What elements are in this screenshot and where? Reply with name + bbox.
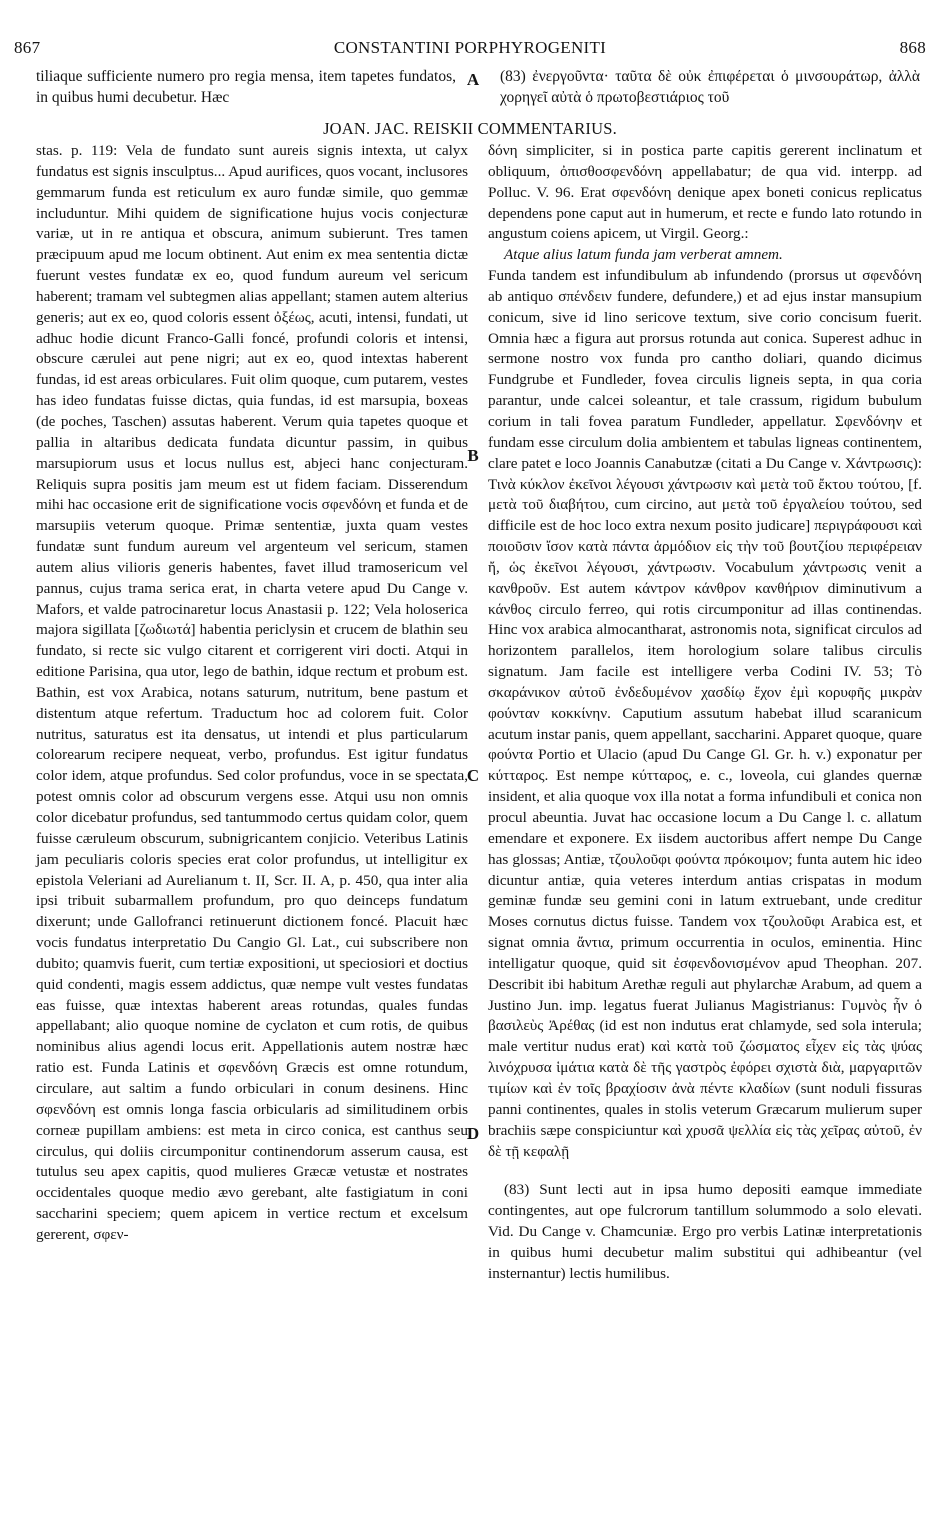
commentary-title: JOAN. JAC. REISKII COMMENTARIUS. [323, 119, 617, 138]
margin-marker-d: D [466, 1124, 480, 1143]
margin-marker-c: C [466, 766, 480, 785]
commentary-paragraph: stas. p. 119: Vela de fundato sunt aureis signis intexta, ut calyx fundatus est signis insculptus... Apud aurifices, quos vocant, inclusores gemmarum funda est reticulum ex auro fundæ simile, quo gemmæ includuntur. Mihi quidem de significatione hujus vocis conjecturæ variæ, ut in re antiqua et obscura, animum subierunt. Tres tamen præcipuum apud me locum obtinent. Aut enim ex mea sententia dictæ fuerunt vestes fundatæ ex eo, quod fundum aureum vel sericum haberent; tramam vel subtegmen alias appellant; stamen autem alterius generis; aut ex eo, quod coloris essent ὀξέως, acuti, intensi, fundati, ut adhuc hodie dicunt Franco-Galli foncé, profundi coloris et intensi, obscure cærulei aut pene nigri; aut ex eo, quod intextas haberent fundas, id est areas orbiculares. Fuit olim quoque, cum putarem, vestes has ideo fundatas fuisse dictas, quia fundas, id est marsupia, boxeas (de poches, Taschen) assutas haberent. Verum quia tapetes quoque et pallia in altaribus dedicata fundata dicuntur passim, in quibus marsupiorum usus et locus nullus est, abjeci hanc conjecturam. Reliquis supra positis jam meum est ut fidem faciam. Disserendum mihi hac occasione erit de significatione vocis σφενδόνη et funda et de marsupiis veterum quoque. Primæ sententiæ, juxta quam vestes fundatæ sunt fundum aureum vel argenteum vel sericum, stamen autem alius vilioris generis habentes, favet illud tramosericum vel pannus, cujus trama serica erat, in charta vetere apud Du Cange v. Mafors, et valde patrocinaretur locus Anastasii p. 122; Vela holoserica majora sigillata [ζωδιωτά] habentia periclysin et crucem de blathin seu fundato, si recte sic vulgo citarent et corrigerent viri docti. Atqui in editione Parisina, qua utor, lego de bathin, idque rectum et probum est. Bathin, est vox Arabica, notans saturum, nutritum, bene pastum et distentum atque refertum. Traductum hoc ad colorem fuit. Color nutritus, saturatus est ita densatus, ut intendi et plus particularum colorearum recipere nequeat, verbo, profundus. Est igitur fundatus color idem, atque profundus. Sed color profundus, voce in se spectata, potest omnis color ad obscurum vergens esse. Atqui usu non omnis color dicebatur profundus, sed tantummodo certus quidam color, quem fuisse cæruleum obscurum, subnigricantem conjicio. Veteribus Latinis jam peculiaris coloris species erat color profundus, ut intelligitur ex epistola Veleriani ad Aurelianum t. II, Scr. II. A, p. 450, qua inter alia ipsi tribuit subarmallem profundum, pro quo deinceps fundatum dixerunt; unde Gallofranci retinuerunt dictionem foncé. Placuit hæc vocis fundatus interpretatio Du Cangio Gl. Lat., cui subscribere non dubito; quamvis fuerit, cum tertiæ expositioni, ut speciosiori et doctius quid condenti, magis essem addictus, quæ nempe vult vestes fundatas eas fuisse, quæ intextas haberent areas rotundas, quales fundas appellabant; alio quoque nomine de cyclaton et cum rotis, de quibus nominibus alius agendi locus erit. Appellationis autem nostræ hæc ratio est. Funda Latinis et σφενδόνη Græcis est omne rotundum, circulare, aut saltim a fundo orbiculari in conum desinens. Hinc σφενδόνη est omnis longa fascia orbicularis ad similitudinem orbis corneæ pupillam ambiens: est meta in circo conica, est canthus seu circulus, qui doliis circumponitur continendorum asserum causa, est tutulus seu apex capitis, quod mulieres Græcæ vetustæ et nostrates occidentales quoque medio ævo gerebant, alte fastigiatum in coni saccharini speciem; quem apicem in vertice rectum et excelsum gererent, σφεν- [36, 142, 468, 1243]
margin-marker-b: B [467, 446, 479, 465]
running-title: CONSTANTINI PORPHYROGENITI [333, 38, 607, 57]
margin-marker-a: A [466, 70, 480, 89]
commentary-paragraph: Funda tandem est infundibulum ab infundendo (prorsus ut σφενδόνη ab antiquo σπένδειν fundere, defundere,) et ad ejus instar mansupium conicum, sive id lino sericove textum, sive corio concisum fuerit. Omnia hæc a figura aut prorsus rotunda aut conica. Superest adhuc in sermone nostro vox funda pro cantho doliari, quando dicimus Fundgrube et Fundleder, fovea circulis ligneis septa, in qua coria parantur, unde calcei soleantur, et tale crassum, rigidum bubulum corium in tali fovea paratum Fundleder, appellatur. Σφενδόνην et fundam esse circulum dolia ambientem et tabulas ligneas continentem, clare patet e loco Joannis Canabutzæ (citati a Du Cange v. Χάντρωσις): Τινὰ κύκλον ἐκεῖνοι λέγουσι χάντρωσιν καὶ μετὰ τοῦ ἔκτου τούτου, [f. μετὰ τοῦ διαβήτου, cum circino, aut μετὰ τοῦ ἐργαλείου τούτου, sed difficile est de hoc loco extra nexum posito judicare] περιγράφουσι καὶ ποιοῦσιν ἴσον κατὰ πάντα ἁρμόδιον εἰς τὴν τοῦ βουτζίου περιφέρειαν ἤ, ὡς ἐκεῖνοι λέγουσι, χάντρωσιν. Vocabulum χάντρωσις venit a κανθροῦν. Est autem κάντρον κάνθρον κανθήριον diminutivum a κάνθος circulo ferreo, qui rotis circumponitur ad illas continendas. Hinc vox arabica almocantharat, astronomis nota, significat circulos ad horizontem parallelos, item horologium solare talibus circulis signatum. Jam facile est intelligere verba Codini IV. 53; Τὸ σκαράνικον αὐτοῦ ἐνδεδυμένον χασδίῳ ἔχον ἐμὶ κορυφῆς μικρὰν φούνταν κοκκίνην. Caputium assutum habebat illud scaranicum acutum instar panis, quem appellant, saccharini. Apparet quoque, quare φούντα Portio et Ulacio (apud Du Cange Gl. Gr. h. v.) exponatur per κύτταρος. Est nempe κύτταρος, e. c., loveola, cui glandes quernæ insident, et alia quoque vox illa notat a forma infundibuli et conica non procul abeuntia. Juvat hac occasione locum a Du Cange l. c. allatum emendare et exponere. Ex iisdem auctoribus affert nempe Du Cange has glossas; Antiæ, τζουλοῦφι φούντα πρόκοιμον; funta autem hic ideo dicuntur antiæ, quia veteres interdum antias crispatas in modum geminæ fundæ seu gemini coni in latum extruebant, unde creditur Moses cornutus dictus fuisse. Tandem vox τζουλοῦφι Arabica est, et signat omnia ἄντια, primum occurrentia in oculos, eminentia. Hinc intelligatur quoque, quid sit ἐσφενδονισμένον apud Theophan. 207. Describit ibi habitum Arethæ reguli aut phylarchæ Arabum, ad quem a Justino Jun. imp. legatus fuerat Julianus Magistrianus: Γυμνὸς ἦν ὁ βασιλεὺς Ἀρέθας (id est non indutus erat chlamyde, sed sola interula; male vertitur nudus erat) καὶ κατὰ τοῦ ζώσματος εἶχεν εἰς τὰς ψύας λινόχρυσα ἱμάτια κατὰ δὲ τῆς γαστρὸς ἐφόρει σχιστὰ διὰ, μαργαριτῶν τιμίων καὶ ἐν τοῖς βραχίοσιν ἀνὰ πέντε κλαδίων (sunt noduli fissuras panni continentes, quales in stolis veterum Græcarum mulierum super brachiis sæpe conspiciuntur καὶ χρυσᾶ ψελλία εἰς τὰς χεῖρας αὐτοῦ, ἐν δὲ τῇ κεφαλῇ [488, 267, 922, 1160]
latin-translation-text: tiliaque sufficiente numero pro regia mensa, item tapetes fundatos, in quibus humi decubetur. Hæc [36, 68, 456, 106]
page-header [14, 38, 926, 64]
page-number-left: 867 [14, 38, 41, 57]
commentary-paragraph: δόνη simpliciter, si in postica parte capitis gererent inclinatum et obliquum, ὀπισθοσφενδόνη appellabatur; de qua vid. interpp. ad Polluc. V. 96. Erat σφενδόνη denique apex boneti conicus replicatus dependens pone caput aut in humerum, et recte e fundo lato rotundo in angustum coiens apicem, ut Virgil. Georg.: [488, 142, 922, 243]
greek-text-note-83: (83) ἐνεργοῦντα· ταῦτα δὲ οὐκ ἐπιφέρεται ὁ μινσουράτωρ, ἀλλὰ χορηγεῖ αὐτὰ ὁ πρωτοβεστιάριος τοῦ [500, 68, 920, 106]
commentary-left-column [36, 141, 468, 1246]
virgil-quote: Atque alius latum funda jam verberat amnem. [504, 246, 783, 264]
footnote-83: (83) Sunt lecti aut in ipsa humo depositi eamque immediate contingentes, aut ope fulcrorum tantillum solummodo a solo elevati. Vid. Du Cange v. Chamcuniæ. Ergo pro verbis Latinæ interpretationis in quibus humi decubetur malim substitui qui adhibeantur (vel insternantur) lectis humilibus. [488, 1181, 922, 1282]
page-number-right: 868 [899, 38, 926, 57]
commentary-right-column [488, 141, 922, 1285]
